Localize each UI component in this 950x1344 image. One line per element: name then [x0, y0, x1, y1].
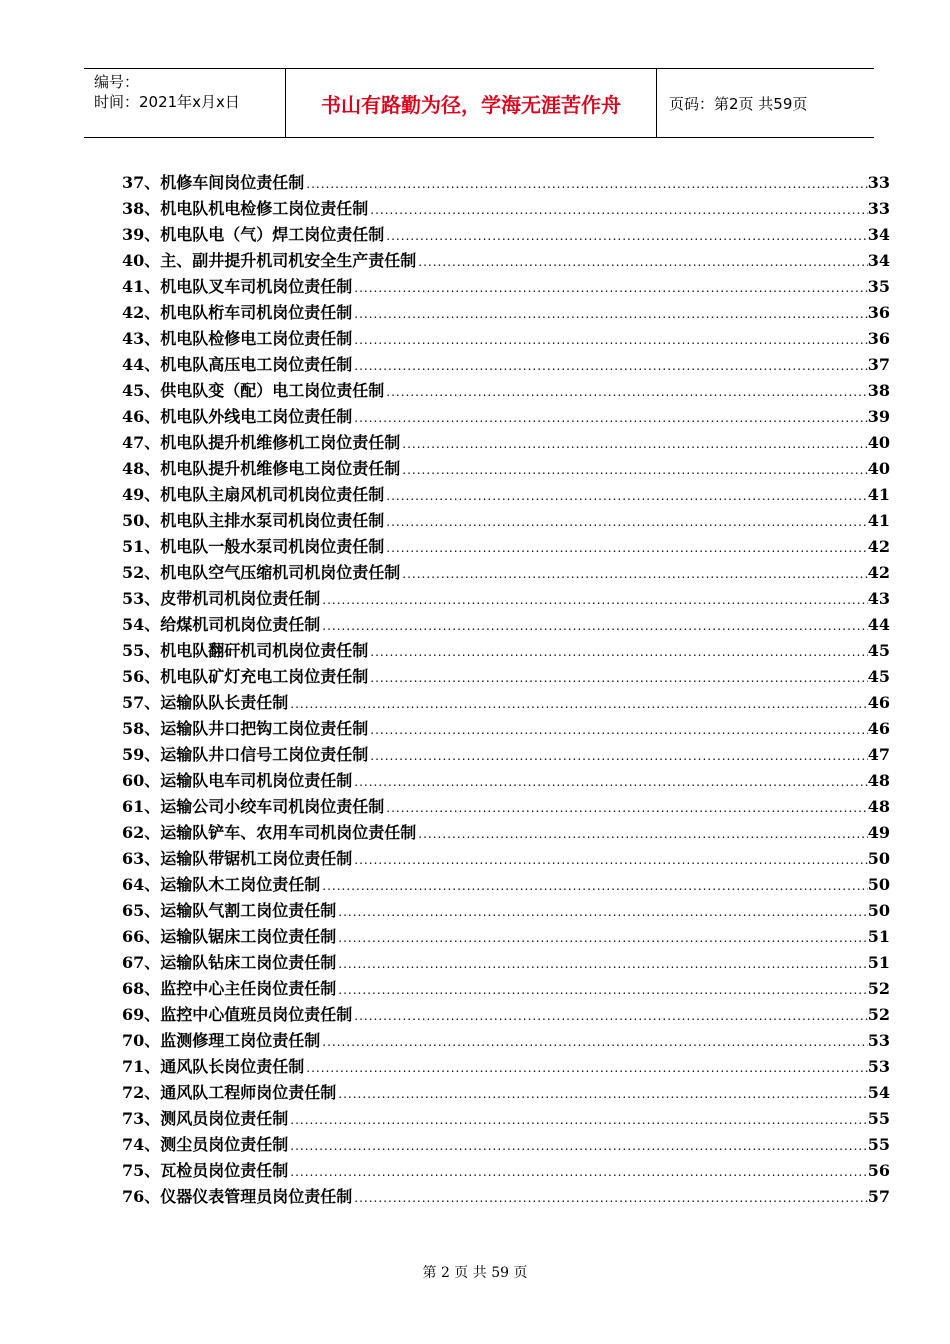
toc-entry-number: 46、 [122, 407, 161, 426]
toc-dot-leader [368, 639, 867, 665]
toc-entry-title: 机电队外线电工岗位责任制 [160, 407, 353, 426]
toc-entry-number: 61、 [122, 797, 161, 816]
toc-entry-title: 运输队带锯机工岗位责任制 [160, 849, 353, 868]
toc-entry-title: 通风队工程师岗位责任制 [160, 1083, 337, 1102]
toc-entry-title: 机电队一般水泵司机岗位责任制 [160, 537, 385, 556]
toc-entry-number: 67、 [122, 953, 161, 972]
page-footer: 第 2 页 共 59 页 [422, 1265, 528, 1281]
toc-entry-title: 给煤机司机岗位责任制 [160, 615, 321, 634]
toc-entry-number: 39、 [122, 225, 161, 244]
toc-entry-title: 运输队锯床工岗位责任制 [160, 927, 337, 946]
toc-entry-title: 运输队铲车、农用车司机岗位责任制 [160, 823, 417, 842]
toc-entry-number: 42、 [122, 303, 161, 322]
toc-entry-page: 57 [867, 1187, 890, 1206]
toc-entry-number: 37、 [122, 173, 161, 192]
toc-dot-leader [352, 405, 867, 431]
toc-entry[interactable] [122, 222, 890, 248]
toc-entry-number: 41、 [122, 277, 161, 296]
toc-dot-leader [352, 301, 867, 327]
toc-entry-title: 机电队高压电工岗位责任制 [160, 355, 353, 374]
toc-entry-page: 36 [867, 329, 890, 348]
toc-dot-leader [384, 223, 867, 249]
header-page-cell [657, 69, 874, 137]
toc-entry-title: 测风员岗位责任制 [160, 1109, 289, 1128]
toc-dot-leader [320, 873, 867, 899]
toc-entry-title: 机电队机电检修工岗位责任制 [160, 199, 369, 218]
toc-entry[interactable] [122, 794, 890, 820]
toc-entry-number: 60、 [122, 771, 161, 790]
toc-entry-number: 63、 [122, 849, 161, 868]
toc-entry-number: 54、 [122, 615, 161, 634]
toc-dot-leader [352, 769, 867, 795]
toc-dot-leader [352, 353, 867, 379]
toc-entry-number: 68、 [122, 979, 161, 998]
toc-entry-title: 机电队检修电工岗位责任制 [160, 329, 353, 348]
toc-entry-page: 48 [867, 771, 890, 790]
toc-entry-number: 55、 [122, 641, 161, 660]
toc-entry-page: 55 [867, 1109, 890, 1128]
toc-entry-page: 56 [867, 1161, 890, 1180]
toc-entry-number: 45、 [122, 381, 161, 400]
toc-dot-leader [336, 1081, 867, 1107]
toc-dot-leader [288, 1159, 867, 1185]
serial-label: 编号： [94, 73, 140, 91]
toc-entry-number: 48、 [122, 459, 161, 478]
toc-entry-page: 53 [867, 1031, 890, 1050]
toc-entry[interactable] [122, 560, 890, 586]
toc-entry[interactable] [122, 638, 890, 664]
toc-entry-number: 58、 [122, 719, 161, 738]
toc-entry-page: 45 [867, 667, 890, 686]
toc-entry[interactable] [122, 872, 890, 898]
toc-entry-number: 53、 [122, 589, 161, 608]
toc-entry[interactable] [122, 768, 890, 794]
toc-entry-title: 机电队空气压缩机司机岗位责任制 [160, 563, 401, 582]
toc-entry-number: 65、 [122, 901, 161, 920]
toc-entry-page: 41 [867, 485, 890, 504]
toc-entry[interactable] [122, 508, 890, 534]
toc-dot-leader [304, 1055, 867, 1081]
toc-entry-title: 机电队矿灯充电工岗位责任制 [160, 667, 369, 686]
page-header [84, 68, 874, 138]
toc-entry[interactable] [122, 248, 890, 274]
toc-entry-title: 运输公司小绞车司机岗位责任制 [160, 797, 385, 816]
toc-entry[interactable] [122, 534, 890, 560]
toc-entry-title: 监测修理工岗位责任制 [160, 1031, 321, 1050]
toc-dot-leader [288, 1107, 867, 1133]
toc-entry[interactable] [122, 976, 890, 1002]
toc-entry-page: 50 [867, 901, 890, 920]
toc-dot-leader [384, 483, 867, 509]
toc-entry-title: 主、副井提升机司机安全生产责任制 [160, 251, 417, 270]
toc-entry-page: 49 [867, 823, 890, 842]
toc-entry[interactable] [122, 456, 890, 482]
toc-entry[interactable] [122, 846, 890, 872]
toc-dot-leader [352, 275, 867, 301]
toc-entry-page: 34 [867, 251, 890, 270]
toc-entry[interactable] [122, 300, 890, 326]
toc-dot-leader [384, 795, 867, 821]
toc-entry-title: 机电队主扇风机司机岗位责任制 [160, 485, 385, 504]
toc-dot-leader [304, 171, 867, 197]
toc-entry-title: 机电队翻矸机司机岗位责任制 [160, 641, 369, 660]
toc-entry-title: 供电队变（配）电工岗位责任制 [160, 381, 385, 400]
toc-entry[interactable] [122, 820, 890, 846]
toc-entry-page: 38 [867, 381, 890, 400]
toc-entry-page: 40 [867, 459, 890, 478]
toc-entry-page: 46 [867, 719, 890, 738]
toc-entry-number: 73、 [122, 1109, 161, 1128]
toc-dot-leader [416, 249, 867, 275]
toc-dot-leader [320, 587, 867, 613]
toc-entry-title: 运输队井口信号工岗位责任制 [160, 745, 369, 764]
toc-entry[interactable] [122, 1002, 890, 1028]
toc-dot-leader [336, 951, 867, 977]
toc-entry-title: 机电队提升机维修机工岗位责任制 [160, 433, 401, 452]
toc-entry-page: 35 [867, 277, 890, 296]
toc-entry-title: 运输队电车司机岗位责任制 [160, 771, 353, 790]
table-of-contents [122, 170, 890, 1210]
toc-entry-number: 38、 [122, 199, 161, 218]
toc-entry-title: 通风队长岗位责任制 [160, 1057, 305, 1076]
toc-entry-page: 46 [867, 693, 890, 712]
toc-dot-leader [384, 535, 867, 561]
toc-entry-title: 运输队气割工岗位责任制 [160, 901, 337, 920]
toc-entry[interactable] [122, 664, 890, 690]
toc-entry-page: 45 [867, 641, 890, 660]
toc-entry-page: 47 [867, 745, 890, 764]
toc-dot-leader [352, 1185, 867, 1211]
toc-entry-page: 42 [867, 537, 890, 556]
toc-entry[interactable] [122, 352, 890, 378]
toc-dot-leader [336, 899, 867, 925]
toc-dot-leader [352, 1003, 867, 1029]
toc-entry-number: 76、 [122, 1187, 161, 1206]
toc-entry[interactable] [122, 170, 890, 196]
toc-entry[interactable] [122, 742, 890, 768]
toc-entry-page: 43 [867, 589, 890, 608]
toc-entry-title: 机电队主排水泵司机岗位责任制 [160, 511, 385, 530]
toc-entry-page: 42 [867, 563, 890, 582]
toc-entry-number: 69、 [122, 1005, 161, 1024]
toc-entry-title: 运输队木工岗位责任制 [160, 875, 321, 894]
toc-entry[interactable] [122, 586, 890, 612]
toc-entry[interactable] [122, 482, 890, 508]
toc-entry-number: 57、 [122, 693, 161, 712]
toc-entry-page: 34 [867, 225, 890, 244]
toc-dot-leader [368, 717, 867, 743]
toc-entry-page: 40 [867, 433, 890, 452]
toc-entry-title: 机电队叉车司机岗位责任制 [160, 277, 353, 296]
toc-dot-leader [352, 327, 867, 353]
toc-dot-leader [400, 431, 867, 457]
header-meta-cell [84, 69, 285, 137]
toc-dot-leader [320, 613, 867, 639]
toc-entry-page: 52 [867, 1005, 890, 1024]
toc-entry[interactable] [122, 612, 890, 638]
toc-entry[interactable] [122, 1028, 890, 1054]
toc-entry-title: 仪器仪表管理员岗位责任制 [160, 1187, 353, 1206]
toc-entry-title: 监控中心值班员岗位责任制 [160, 1005, 353, 1024]
toc-entry-number: 56、 [122, 667, 161, 686]
toc-dot-leader [288, 1133, 867, 1159]
toc-entry[interactable] [122, 326, 890, 352]
header-motto: 书山有路勤为径，学海无涯苦作舟 [321, 92, 621, 117]
toc-entry-page: 55 [867, 1135, 890, 1154]
toc-entry-page: 33 [867, 173, 890, 192]
toc-entry-page: 52 [867, 979, 890, 998]
toc-entry-page: 54 [867, 1083, 890, 1102]
toc-entry[interactable] [122, 1158, 890, 1184]
toc-entry-page: 41 [867, 511, 890, 530]
toc-entry-page: 50 [867, 849, 890, 868]
toc-entry-title: 机电队桁车司机岗位责任制 [160, 303, 353, 322]
toc-entry-number: 47、 [122, 433, 161, 452]
toc-entry-number: 71、 [122, 1057, 161, 1076]
toc-entry-number: 43、 [122, 329, 161, 348]
toc-entry[interactable] [122, 716, 890, 742]
toc-entry-page: 39 [867, 407, 890, 426]
toc-entry-page: 51 [867, 927, 890, 946]
toc-entry-page: 36 [867, 303, 890, 322]
toc-entry-title: 运输队井口把钩工岗位责任制 [160, 719, 369, 738]
toc-entry[interactable] [122, 924, 890, 950]
toc-entry[interactable] [122, 378, 890, 404]
toc-entry-number: 75、 [122, 1161, 161, 1180]
toc-dot-leader [384, 509, 867, 535]
date-label: 时间：2021年x月x日 [94, 93, 240, 111]
toc-dot-leader [416, 821, 867, 847]
toc-entry-number: 66、 [122, 927, 161, 946]
toc-entry-number: 49、 [122, 485, 161, 504]
toc-entry[interactable] [122, 1054, 890, 1080]
toc-entry-number: 70、 [122, 1031, 161, 1050]
toc-entry[interactable] [122, 1184, 890, 1210]
toc-entry-number: 62、 [122, 823, 161, 842]
header-motto-cell [285, 69, 657, 137]
toc-entry[interactable] [122, 196, 890, 222]
toc-entry-title: 运输队钻床工岗位责任制 [160, 953, 337, 972]
toc-dot-leader [368, 197, 867, 223]
toc-dot-leader [336, 977, 867, 1003]
toc-entry-title: 机电队提升机维修电工岗位责任制 [160, 459, 401, 478]
toc-entry-number: 51、 [122, 537, 161, 556]
toc-entry[interactable] [122, 950, 890, 976]
toc-entry-number: 72、 [122, 1083, 161, 1102]
toc-entry-page: 33 [867, 199, 890, 218]
toc-entry-number: 74、 [122, 1135, 161, 1154]
toc-dot-leader [368, 743, 867, 769]
toc-entry-number: 64、 [122, 875, 161, 894]
toc-entry-title: 皮带机司机岗位责任制 [160, 589, 321, 608]
toc-entry-page: 50 [867, 875, 890, 894]
toc-entry[interactable] [122, 404, 890, 430]
toc-entry[interactable] [122, 1106, 890, 1132]
toc-entry-title: 瓦检员岗位责任制 [160, 1161, 289, 1180]
toc-entry-number: 40、 [122, 251, 161, 270]
toc-dot-leader [352, 847, 867, 873]
toc-entry[interactable] [122, 1132, 890, 1158]
toc-entry-page: 53 [867, 1057, 890, 1076]
header-page-info: 页码：第2页 共59页 [669, 94, 808, 113]
toc-entry[interactable] [122, 1080, 890, 1106]
toc-entry[interactable] [122, 690, 890, 716]
toc-entry[interactable] [122, 430, 890, 456]
toc-entry-number: 50、 [122, 511, 161, 530]
toc-dot-leader [368, 665, 867, 691]
toc-dot-leader [320, 1029, 867, 1055]
toc-dot-leader [400, 561, 867, 587]
toc-entry-title: 监控中心主任岗位责任制 [160, 979, 337, 998]
toc-entry-page: 44 [867, 615, 890, 634]
toc-entry-number: 52、 [122, 563, 161, 582]
toc-entry-title: 测尘员岗位责任制 [160, 1135, 289, 1154]
toc-entry[interactable] [122, 274, 890, 300]
toc-entry-number: 44、 [122, 355, 161, 374]
toc-entry-title: 机电队电（气）焊工岗位责任制 [160, 225, 385, 244]
toc-entry-title: 机修车间岗位责任制 [160, 173, 305, 192]
toc-dot-leader [336, 925, 867, 951]
toc-entry-page: 51 [867, 953, 890, 972]
toc-dot-leader [400, 457, 867, 483]
toc-entry-page: 37 [867, 355, 890, 374]
toc-entry-number: 59、 [122, 745, 161, 764]
toc-dot-leader [288, 691, 867, 717]
toc-entry-title: 运输队队长责任制 [160, 693, 289, 712]
toc-entry[interactable] [122, 898, 890, 924]
toc-entry-page: 48 [867, 797, 890, 816]
toc-dot-leader [384, 379, 867, 405]
